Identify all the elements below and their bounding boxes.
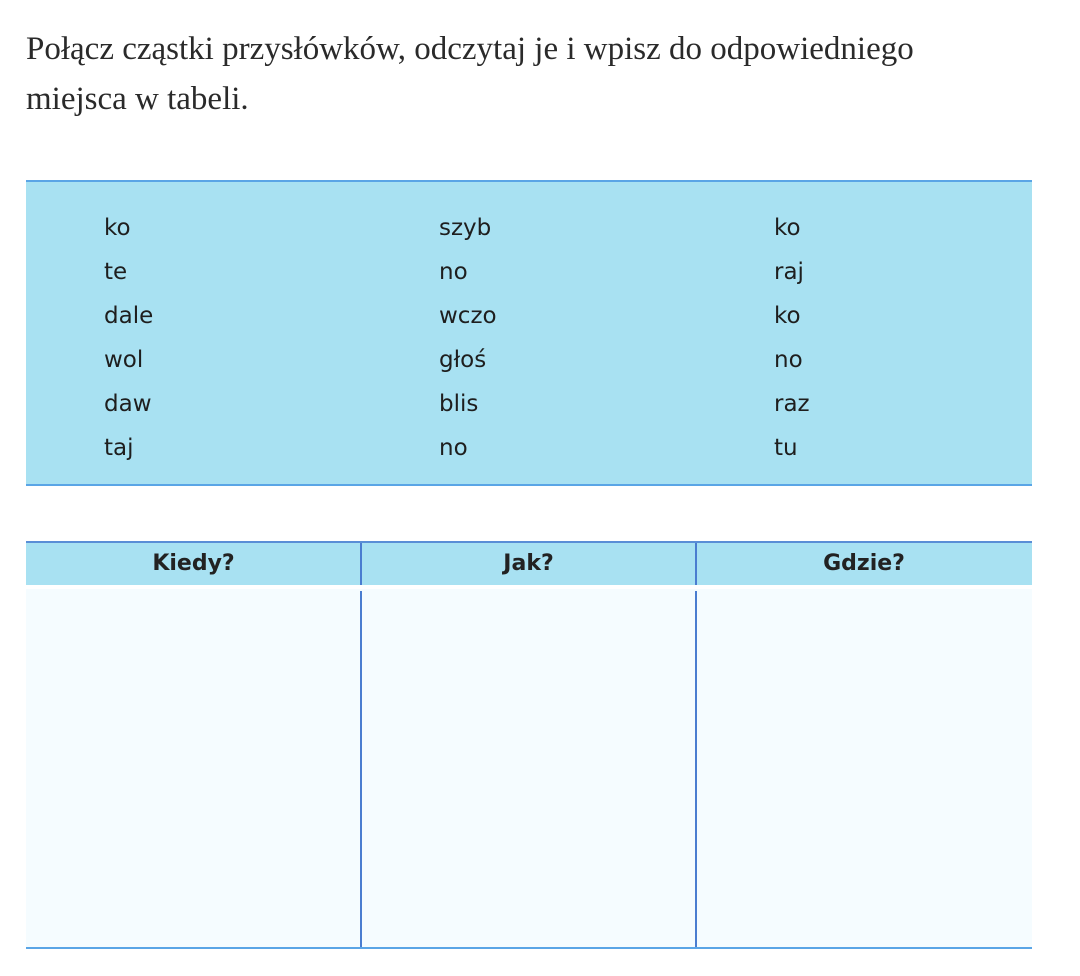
syllable: wol bbox=[104, 347, 144, 373]
exercise-instruction bbox=[26, 24, 1026, 124]
syllable: raj bbox=[774, 259, 804, 285]
syllable: no bbox=[439, 259, 468, 285]
column-divider bbox=[360, 543, 362, 585]
column-divider bbox=[695, 591, 697, 947]
header-jak: Jak? bbox=[503, 551, 554, 576]
syllable: ko bbox=[104, 215, 131, 241]
syllable-column-2 bbox=[439, 206, 739, 470]
table-header-row bbox=[26, 541, 1032, 585]
answer-table bbox=[26, 541, 1032, 949]
header-kiedy: Kiedy? bbox=[152, 551, 235, 576]
instruction-line-2: miejsca w tabeli. bbox=[26, 81, 249, 117]
syllable: szyb bbox=[439, 215, 492, 241]
syllable-column-1 bbox=[104, 206, 404, 470]
syllable: te bbox=[104, 259, 128, 285]
answer-cell-kiedy[interactable] bbox=[26, 589, 360, 947]
answer-cell-gdzie[interactable] bbox=[697, 589, 1032, 947]
syllable: blis bbox=[439, 391, 479, 417]
header-gdzie: Gdzie? bbox=[823, 551, 905, 576]
syllable: dale bbox=[104, 303, 154, 329]
syllable: taj bbox=[104, 435, 134, 461]
syllable: ko bbox=[774, 215, 801, 241]
syllable: wczo bbox=[439, 303, 497, 329]
syllable: no bbox=[439, 435, 468, 461]
column-divider bbox=[695, 543, 697, 585]
syllable: daw bbox=[104, 391, 152, 417]
syllable: no bbox=[774, 347, 803, 373]
syllable: raz bbox=[774, 391, 810, 417]
syllable-box bbox=[26, 180, 1032, 486]
column-divider bbox=[360, 591, 362, 947]
syllable-column-3 bbox=[774, 206, 1074, 470]
instruction-line-1: Połącz cząstki przysłówków, odczytaj je i wpisz do odpowiedniego bbox=[26, 31, 914, 67]
table-answer-row bbox=[26, 589, 1032, 949]
syllable: tu bbox=[774, 435, 798, 461]
answer-cell-jak[interactable] bbox=[362, 589, 695, 947]
syllable: głoś bbox=[439, 347, 487, 373]
syllable: ko bbox=[774, 303, 801, 329]
